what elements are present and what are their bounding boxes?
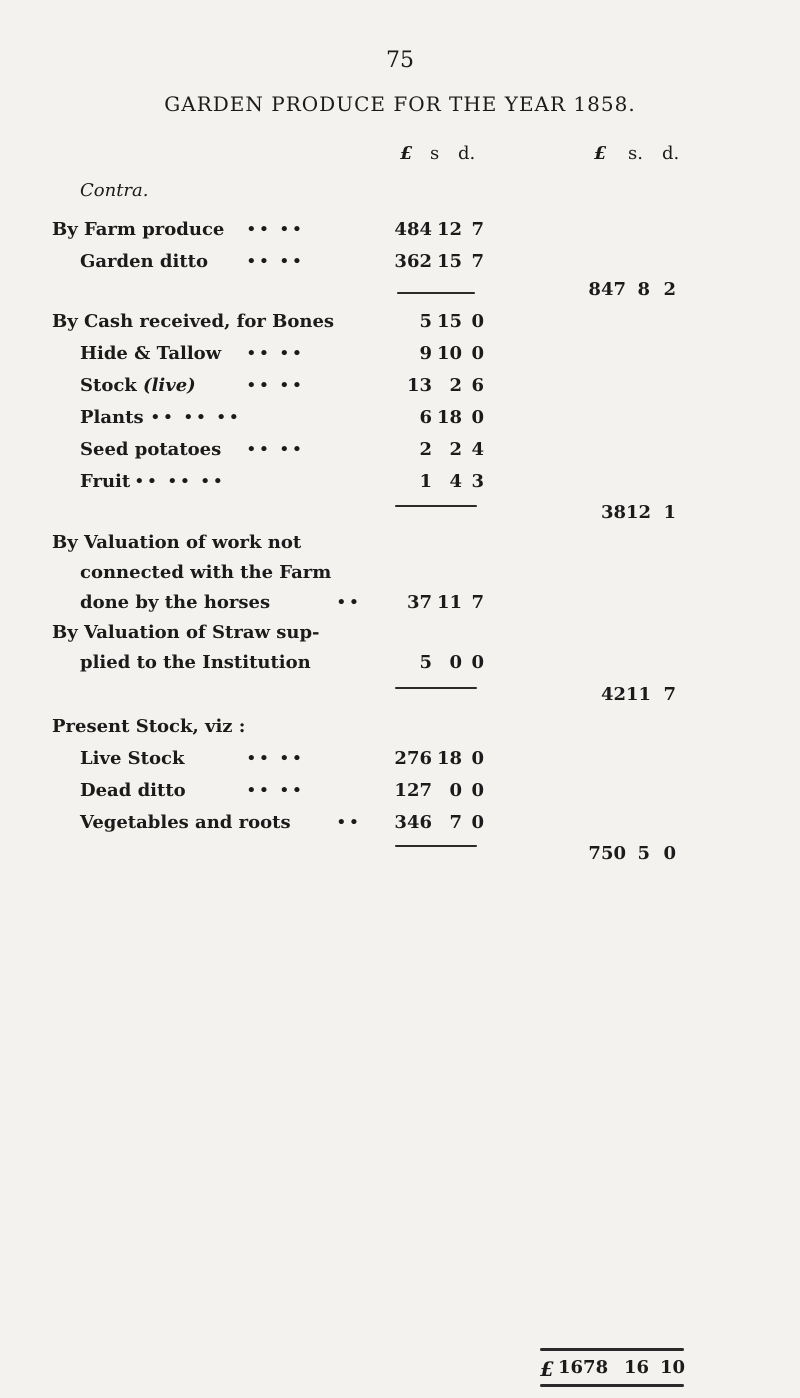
pence-cell: 0 <box>471 748 484 769</box>
total-pounds: 847 <box>588 279 626 300</box>
shillings-cell: 10 <box>436 343 462 364</box>
row-label: By Valuation of Straw sup- <box>52 622 320 643</box>
shillings-cell: 0 <box>449 652 462 673</box>
shillings-cell: 15 <box>436 251 462 272</box>
row-label: Vegetables and roots <box>80 812 291 833</box>
shillings-cell: 18 <box>436 748 462 769</box>
header-shillings-1: s <box>430 143 440 164</box>
row-label-text: Stock <box>80 375 137 396</box>
total-pence: 2 <box>663 279 676 300</box>
row-label: plied to the Institution <box>80 652 311 673</box>
pounds-cell: 37 <box>406 592 432 613</box>
shillings-cell: 4 <box>449 471 462 492</box>
row-label: By Valuation of work not <box>52 532 302 553</box>
pence-cell: 0 <box>471 652 484 673</box>
leader-dots: •• <box>336 592 362 613</box>
total-shillings: 8 <box>637 279 650 300</box>
total-pounds: 38 <box>600 502 626 523</box>
total-pounds: 42 <box>600 684 626 705</box>
row-label: done by the horses <box>80 592 271 613</box>
total-shillings: 11 <box>626 684 652 705</box>
pounds-cell: 5 <box>419 652 432 673</box>
pence-cell: 0 <box>471 343 484 364</box>
contra-heading: Contra. <box>80 180 149 201</box>
row-label: Seed potatoes <box>80 439 222 460</box>
row-label: By Cash received, for Bones <box>52 311 335 332</box>
grand-total-rule-bottom <box>540 1384 684 1387</box>
pence-cell: 0 <box>471 311 484 332</box>
shillings-cell: 2 <box>449 439 462 460</box>
section-heading: Present Stock, viz : <box>52 716 246 737</box>
pence-cell: 3 <box>471 471 484 492</box>
row-label: By Farm produce <box>52 219 225 240</box>
header-pence-1: d. <box>458 143 476 164</box>
pounds-cell: 276 <box>394 748 432 769</box>
grand-total-rule-top <box>540 1348 684 1351</box>
total-pence: 0 <box>663 843 676 864</box>
pence-cell: 0 <box>471 780 484 801</box>
leader-dots: •• •• <box>246 375 305 396</box>
leader-dots: •• •• <box>246 251 305 272</box>
row-label: Live Stock <box>80 748 185 769</box>
leader-dots: •• •• <box>246 343 305 364</box>
pence-cell: 7 <box>471 592 484 613</box>
row-label <box>80 375 196 396</box>
shillings-cell: 0 <box>449 780 462 801</box>
pounds-cell: 5 <box>419 311 432 332</box>
total-pence: 1 <box>663 502 676 523</box>
pence-cell: 4 <box>471 439 484 460</box>
shillings-cell: 15 <box>436 311 462 332</box>
row-label: Plants <box>80 407 144 428</box>
header-shillings-2: s. <box>628 143 643 164</box>
row-label: Dead ditto <box>80 780 186 801</box>
pounds-cell: 6 <box>419 407 432 428</box>
shillings-cell: 11 <box>436 592 462 613</box>
row-label: Garden ditto <box>80 251 208 272</box>
header-pence-2: d. <box>662 143 680 164</box>
pounds-cell: 1 <box>419 471 432 492</box>
pounds-cell: 484 <box>394 219 432 240</box>
pounds-cell: 346 <box>394 812 432 833</box>
row-label: connected with the Farm <box>80 562 332 583</box>
pounds-cell: 362 <box>394 251 432 272</box>
sum-rule <box>395 687 477 689</box>
sum-rule <box>397 292 475 294</box>
pounds-cell: 2 <box>419 439 432 460</box>
leader-dots: •• •• •• <box>150 407 242 428</box>
sum-rule <box>395 845 477 847</box>
leader-dots: •• <box>336 812 362 833</box>
pounds-cell: 9 <box>419 343 432 364</box>
pence-cell: 7 <box>471 251 484 272</box>
leader-dots: •• •• <box>246 219 305 240</box>
shillings-cell: 18 <box>436 407 462 428</box>
pence-cell: 0 <box>471 812 484 833</box>
leader-dots: •• •• <box>246 780 305 801</box>
shillings-cell: 12 <box>436 219 462 240</box>
header-pounds-1: £ <box>400 143 413 164</box>
row-label: Hide & Tallow <box>80 343 222 364</box>
sum-rule <box>395 505 477 507</box>
grand-total-pound-sign: £ <box>540 1357 554 1381</box>
pence-cell: 0 <box>471 407 484 428</box>
row-label-italic: (live) <box>143 375 196 396</box>
total-shillings: 5 <box>637 843 650 864</box>
grand-total-shillings: 16 <box>624 1357 650 1378</box>
page-number: 75 <box>386 48 414 73</box>
page-title: GARDEN PRODUCE FOR THE YEAR 1858. <box>164 92 636 116</box>
total-pounds: 750 <box>588 843 626 864</box>
header-pounds-2: £ <box>594 143 607 164</box>
grand-total-pounds: 1678 <box>558 1357 609 1378</box>
shillings-cell: 2 <box>449 375 462 396</box>
leader-dots: •• •• <box>246 439 305 460</box>
pounds-cell: 13 <box>406 375 432 396</box>
leader-dots: •• •• <box>246 748 305 769</box>
pounds-cell: 127 <box>394 780 432 801</box>
pence-cell: 6 <box>471 375 484 396</box>
pence-cell: 7 <box>471 219 484 240</box>
row-label: Fruit <box>80 471 131 492</box>
grand-total-pence: 10 <box>660 1357 686 1378</box>
total-shillings: 12 <box>626 502 652 523</box>
total-pence: 7 <box>663 684 676 705</box>
leader-dots: •• •• •• <box>134 471 226 492</box>
shillings-cell: 7 <box>449 812 462 833</box>
